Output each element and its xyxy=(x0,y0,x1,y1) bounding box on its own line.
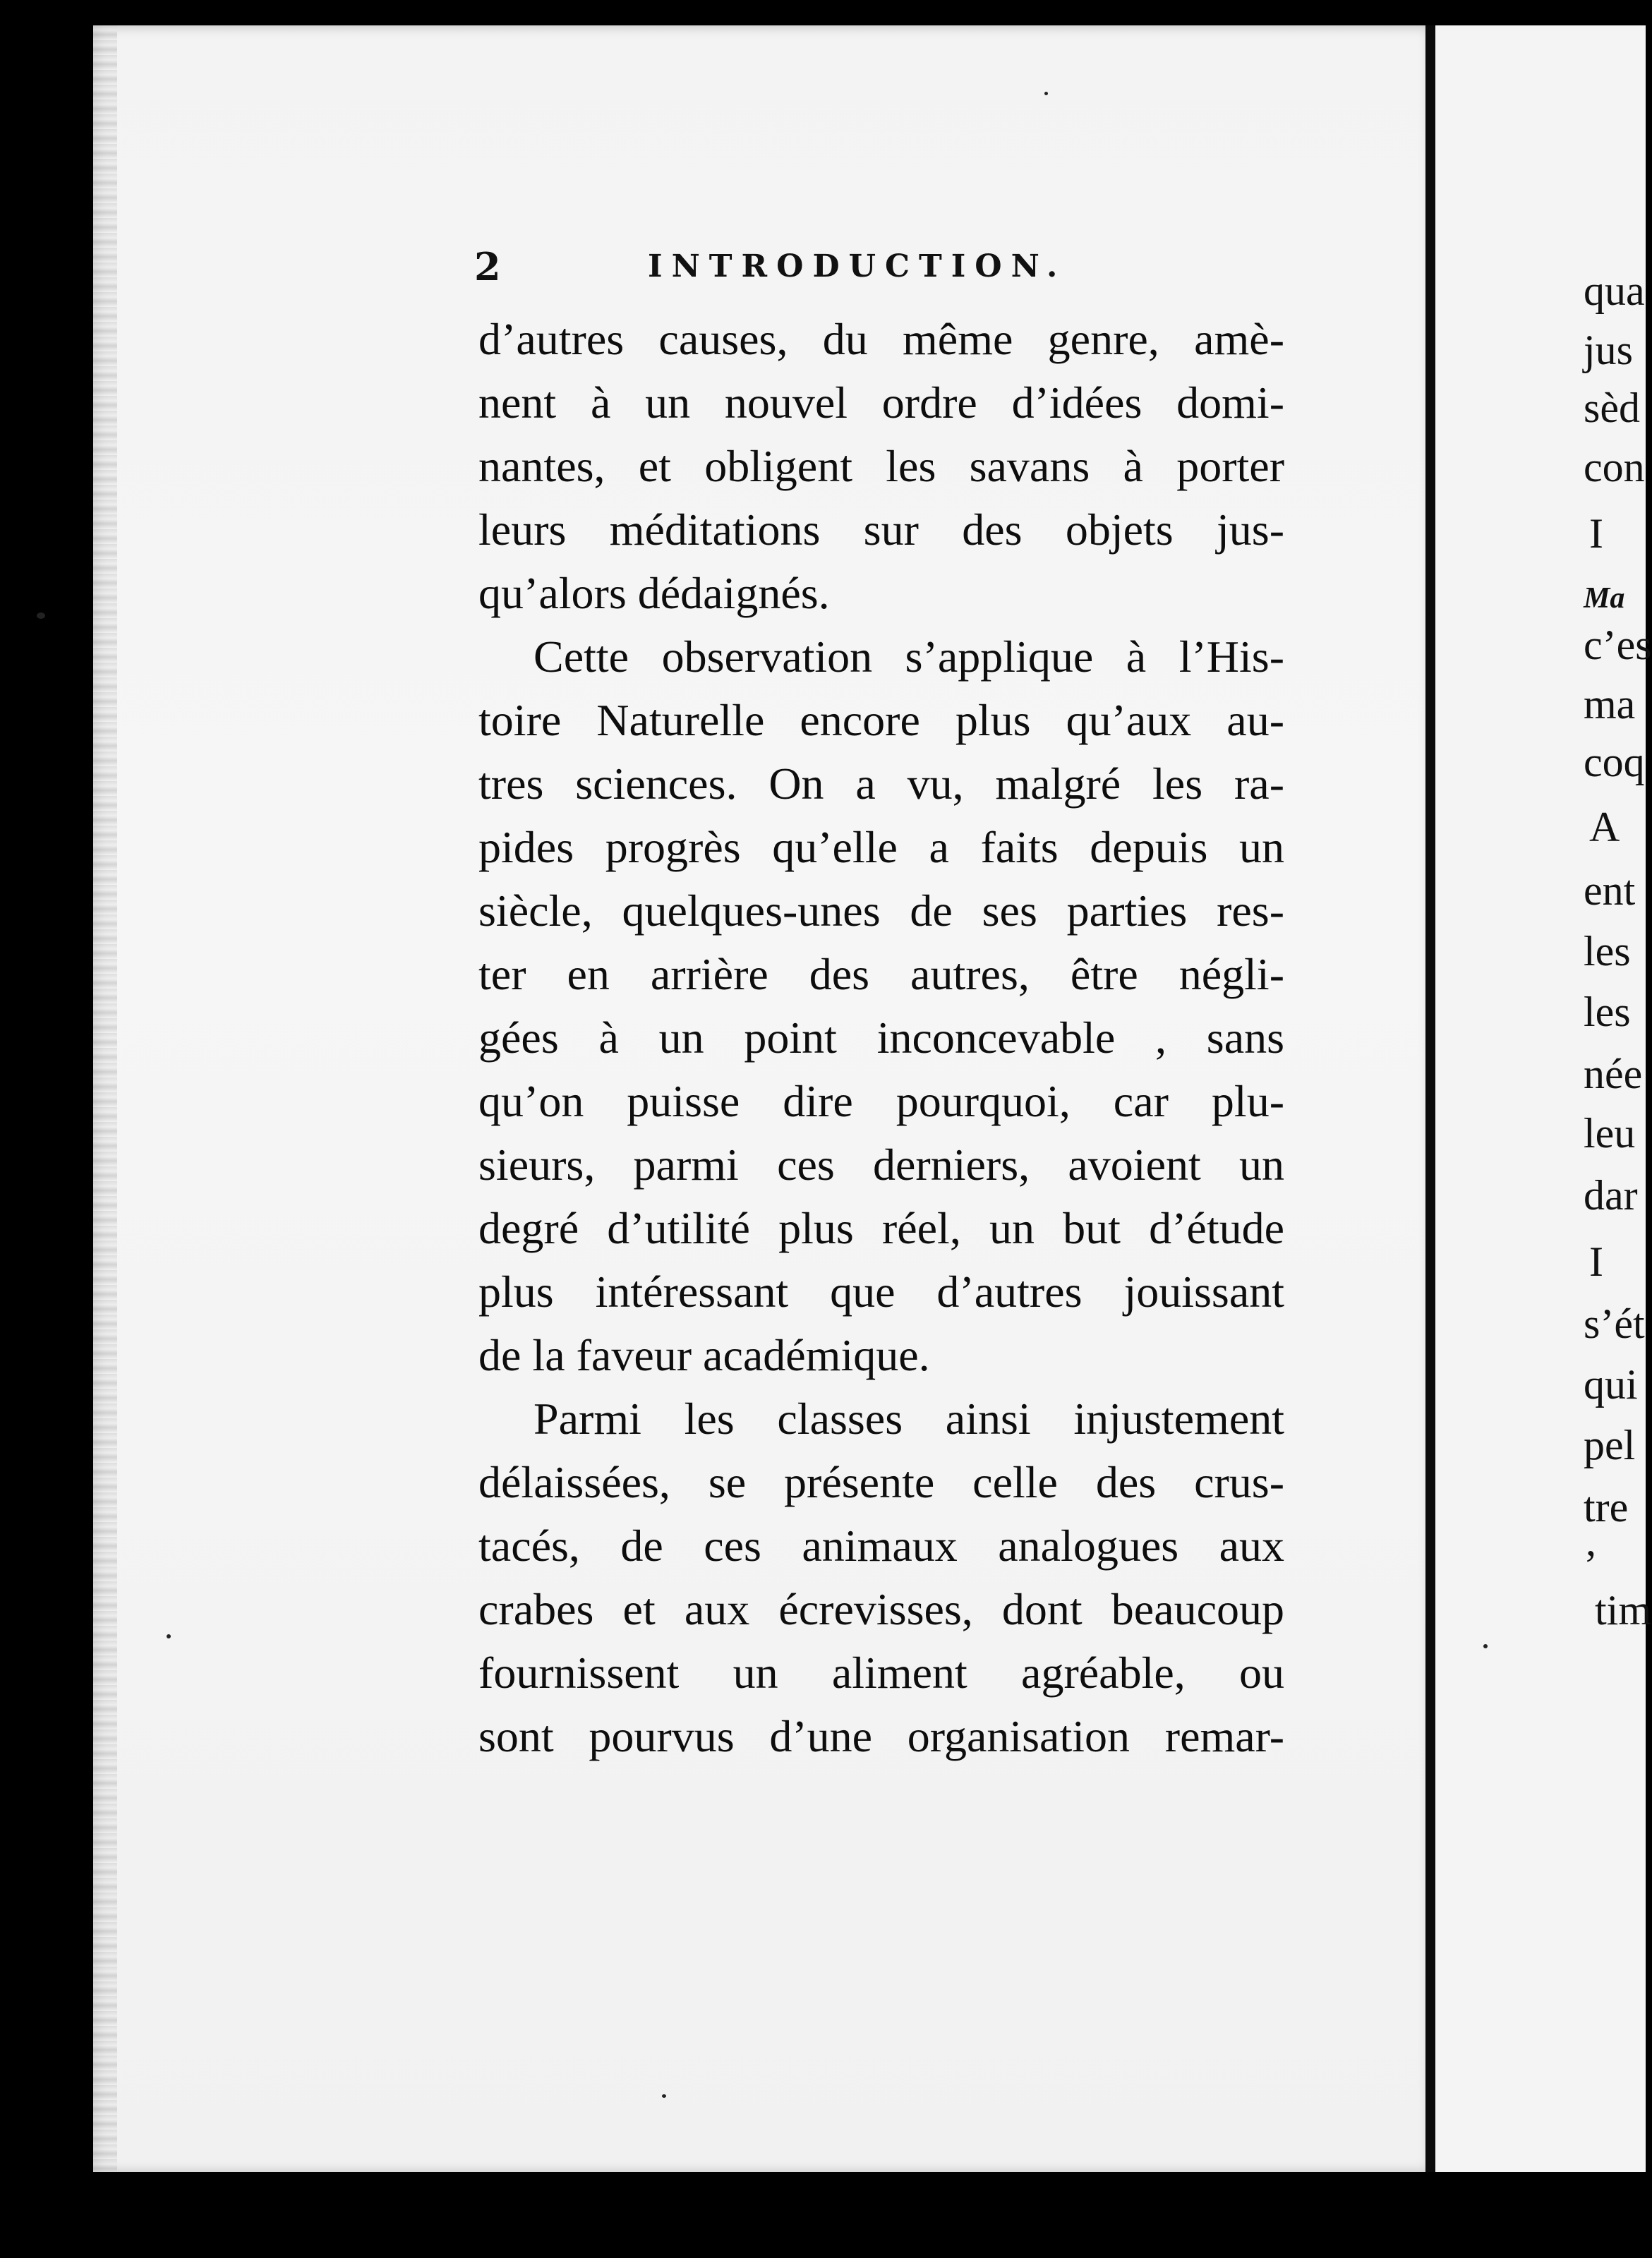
scan-speck xyxy=(37,612,45,619)
text-line: plus intéressant que d’autres jouissant xyxy=(478,1267,1284,1317)
text-line: fournissent un aliment agréable, ou xyxy=(478,1648,1284,1698)
text-line: siècle, quelques-unes de ses parties res- xyxy=(478,886,1284,936)
right-page-fragment: I xyxy=(1589,510,1603,557)
text-line: leurs méditations sur des objets jus- xyxy=(478,505,1284,555)
scan-speck xyxy=(1044,92,1048,95)
text-line: toire Naturelle encore plus qu’aux au- xyxy=(478,695,1284,745)
scan-bottom-edge xyxy=(0,2172,1646,2258)
body-text xyxy=(478,308,1284,1768)
text-line: ter en arrière des autres, être négli- xyxy=(478,949,1284,999)
text-line: Cette observation s’applique à l’His- xyxy=(533,632,1284,682)
page-number: 2 xyxy=(474,244,501,289)
right-page-fragment: pel xyxy=(1584,1422,1636,1468)
text-line: crabes et aux écrevisses, dont beaucoup xyxy=(478,1584,1284,1634)
text-line: sont pourvus d’une organisation remar- xyxy=(478,1711,1284,1761)
scan-speck xyxy=(167,1634,171,1638)
text-line: de la faveur académique. xyxy=(478,1330,930,1380)
right-page-fragment: sèd xyxy=(1584,385,1640,431)
right-page-fragment: coq xyxy=(1584,739,1645,785)
right-page-fragment: qui xyxy=(1584,1361,1638,1408)
running-head-title: INTRODUCTION. xyxy=(648,248,1067,284)
text-line: tacés, de ces animaux analogues aux xyxy=(478,1521,1284,1571)
running-head xyxy=(474,244,1109,289)
text-line: Parmi les classes ainsi injustement xyxy=(533,1394,1284,1444)
right-page-fragment: dar xyxy=(1584,1172,1638,1219)
text-line: degré d’utilité plus réel, un but d’étude xyxy=(478,1203,1284,1253)
text-line: qu’on puisse dire pourquoi, car plu- xyxy=(478,1076,1284,1126)
text-line: nantes, et obligent les savans à porter xyxy=(478,441,1284,491)
right-page-fragment: tre xyxy=(1584,1484,1629,1531)
scan-speck xyxy=(662,2094,666,2098)
right-page-fragment: née xyxy=(1584,1051,1643,1097)
right-page-fragment: leu xyxy=(1584,1110,1636,1157)
text-line: gées à un point inconcevable , sans xyxy=(478,1013,1284,1063)
text-line: tres sciences. On a vu, malgré les ra- xyxy=(478,759,1284,809)
right-page-fragment: ’ xyxy=(1584,1542,1598,1588)
text-line: pides progrès qu’elle a faits depuis un xyxy=(478,822,1284,872)
book-gutter xyxy=(1425,25,1435,2220)
right-page-fragment: les xyxy=(1584,989,1631,1035)
right-page-fragment: les xyxy=(1584,928,1631,974)
right-page-fragment: qua xyxy=(1584,267,1645,314)
right-page-fragment: ma xyxy=(1584,681,1636,727)
right-page-fragment: con xyxy=(1584,444,1645,490)
text-line: nent à un nouvel ordre d’idées domi- xyxy=(478,378,1284,428)
right-page-fragment: tim xyxy=(1595,1587,1652,1634)
right-page-fragment: c’es xyxy=(1584,622,1652,668)
text-line: sieurs, parmi ces derniers, avoient un xyxy=(478,1140,1284,1190)
right-page-fragment: A xyxy=(1589,804,1620,850)
right-page-fragment: Ma xyxy=(1584,582,1625,615)
right-page-fragment: jus xyxy=(1584,327,1634,373)
right-page-fragment: s’ét xyxy=(1584,1300,1645,1347)
scan-speck xyxy=(1483,1644,1488,1648)
text-line: délaissées, se présente celle des crus- xyxy=(478,1457,1284,1507)
text-line: d’autres causes, du même genre, amè- xyxy=(478,314,1284,364)
right-page-fragment: ent xyxy=(1584,867,1636,914)
right-page-fragment: I xyxy=(1589,1238,1603,1285)
text-line: qu’alors dédaignés. xyxy=(478,568,830,618)
